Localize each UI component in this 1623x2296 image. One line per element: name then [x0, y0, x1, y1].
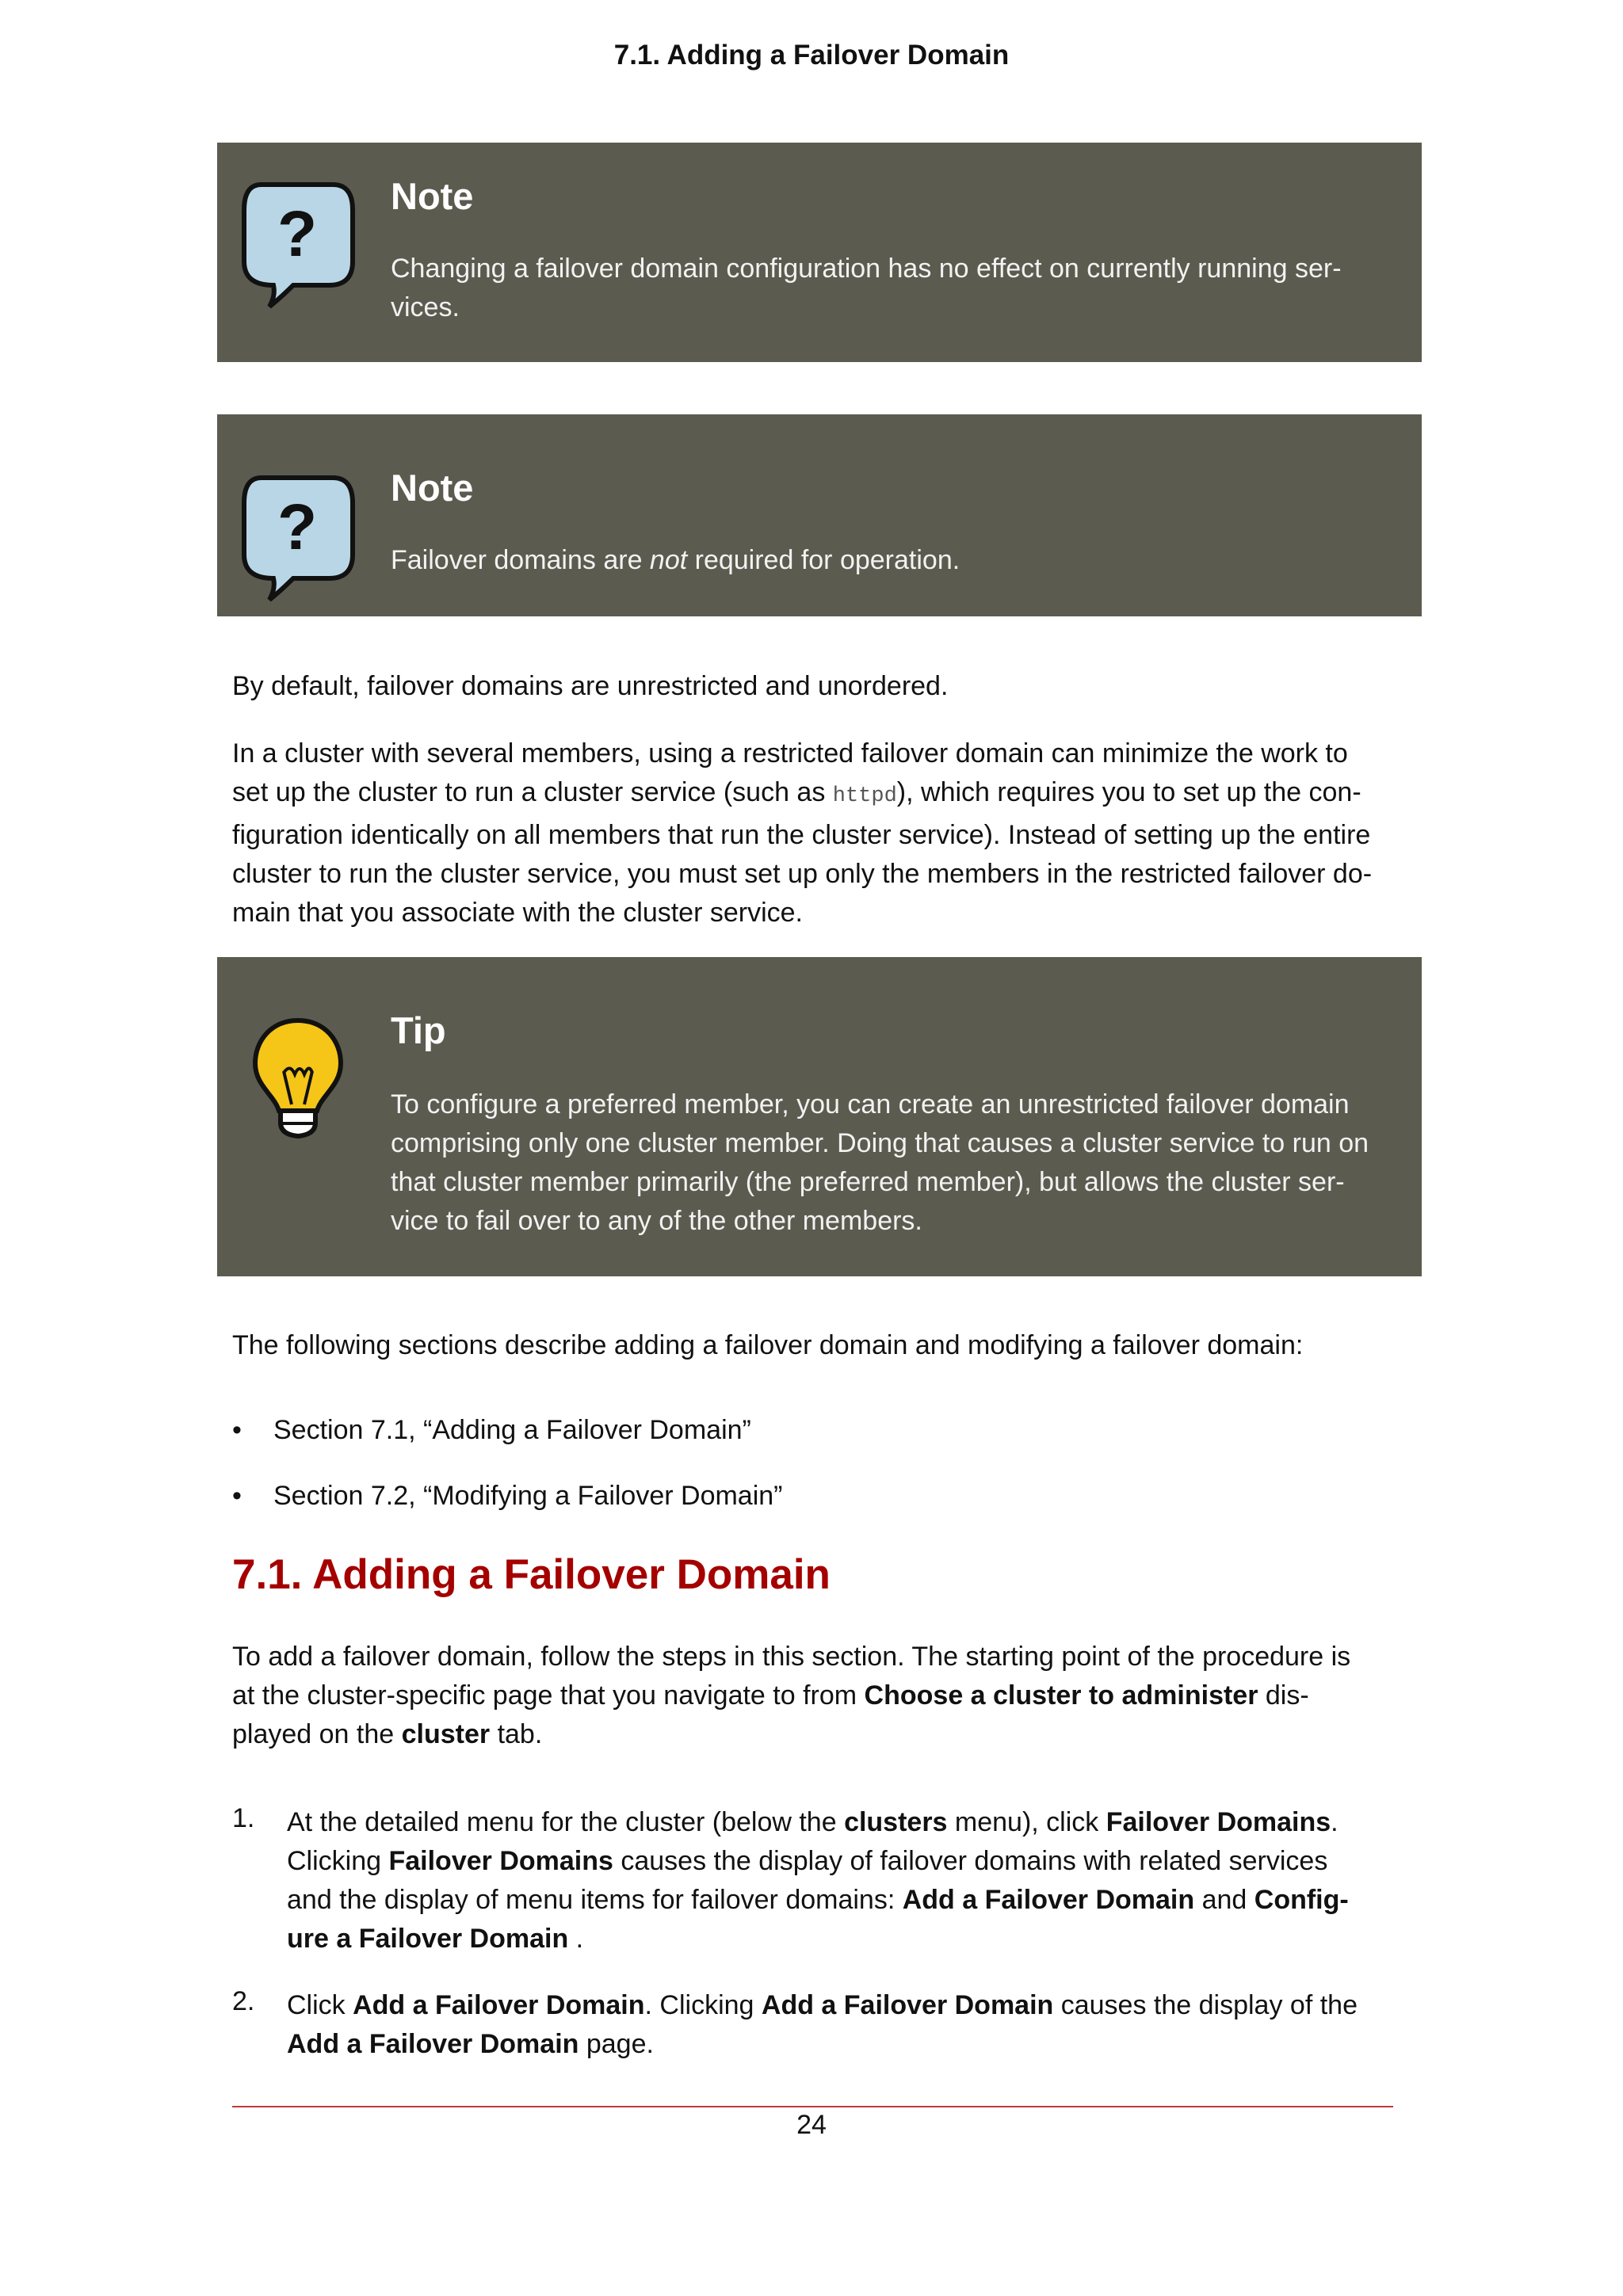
note-text: Changing a failover domain configuration has no effect on currently running ser- vices. [391, 254, 1342, 322]
running-header: 7.1. Adding a Failover Domain [613, 40, 1010, 71]
inline-code: httpd [832, 784, 897, 808]
note-text: Failover domains are not required for operation. [391, 545, 960, 575]
paragraph: To add a failover domain, follow the steps in this section. The starting point of the procedure is at the cluster-specific page that you navigate to from Choose a cluster to administer dis- played on the cluster tab. [232, 1642, 1351, 1749]
step-number: 1. [232, 1803, 255, 1833]
step-number: 2. [232, 1986, 255, 2016]
paragraph: In a cluster with several members, using a restricted failover domain can minimize the work to set up the cluster to run a cluster service (such as httpd), which requires you to set up the con- figuration identically on all members that run the cluster service). Instead of setting up the entire cluster to run the cluster service, you must set up only the members in the restricted failover do- main that you associate with the cluster service. [232, 738, 1373, 928]
svg-text:?: ? [277, 198, 318, 270]
note-title: Note [391, 175, 474, 217]
svg-text:?: ? [277, 491, 318, 563]
note-box [217, 143, 1422, 362]
paragraph: By default, failover domains are unrestricted and unordered. [232, 671, 949, 701]
lightbulb-icon [249, 1016, 348, 1150]
note-title: Note [391, 467, 474, 509]
bullet-marker: • [232, 1481, 242, 1511]
question-bubble-icon [238, 471, 357, 610]
section-heading: 7.1. Adding a Failover Domain [232, 1551, 831, 1598]
paragraph: The following sections describe adding a failover domain and modifying a failover domain: [232, 1330, 1304, 1360]
bullet-marker: • [232, 1415, 242, 1445]
step-text: At the detailed menu for the cluster (below the clusters menu), click Failover Domains. Clicking Failover Domains causes the display of failover domains with related services and the display of menu items for failover domains: Add a Failover Domain and Config- ure a Failover Domain . [287, 1807, 1349, 1954]
page-number: 24 [796, 2110, 827, 2140]
note-box [217, 414, 1422, 616]
tip-box [217, 957, 1422, 1276]
section-link[interactable]: Section 7.1, “Adding a Failover Domain” [273, 1415, 751, 1445]
step-text: Click Add a Failover Domain. Clicking Add a Failover Domain causes the display of the Add a Failover Domain page. [287, 1990, 1358, 2059]
tip-title: Tip [391, 1009, 446, 1051]
section-link[interactable]: Section 7.2, “Modifying a Failover Domain” [273, 1481, 783, 1511]
footer-rule [232, 2106, 1393, 2107]
question-bubble-icon [238, 178, 357, 317]
tip-text: To configure a preferred member, you can create an unrestricted failover domain comprising only one cluster member. Doing that causes a cluster service to run on that cluster member primarily (the preferred member), but allows the cluster ser- vice to fail over to any of the other members. [391, 1089, 1369, 1236]
